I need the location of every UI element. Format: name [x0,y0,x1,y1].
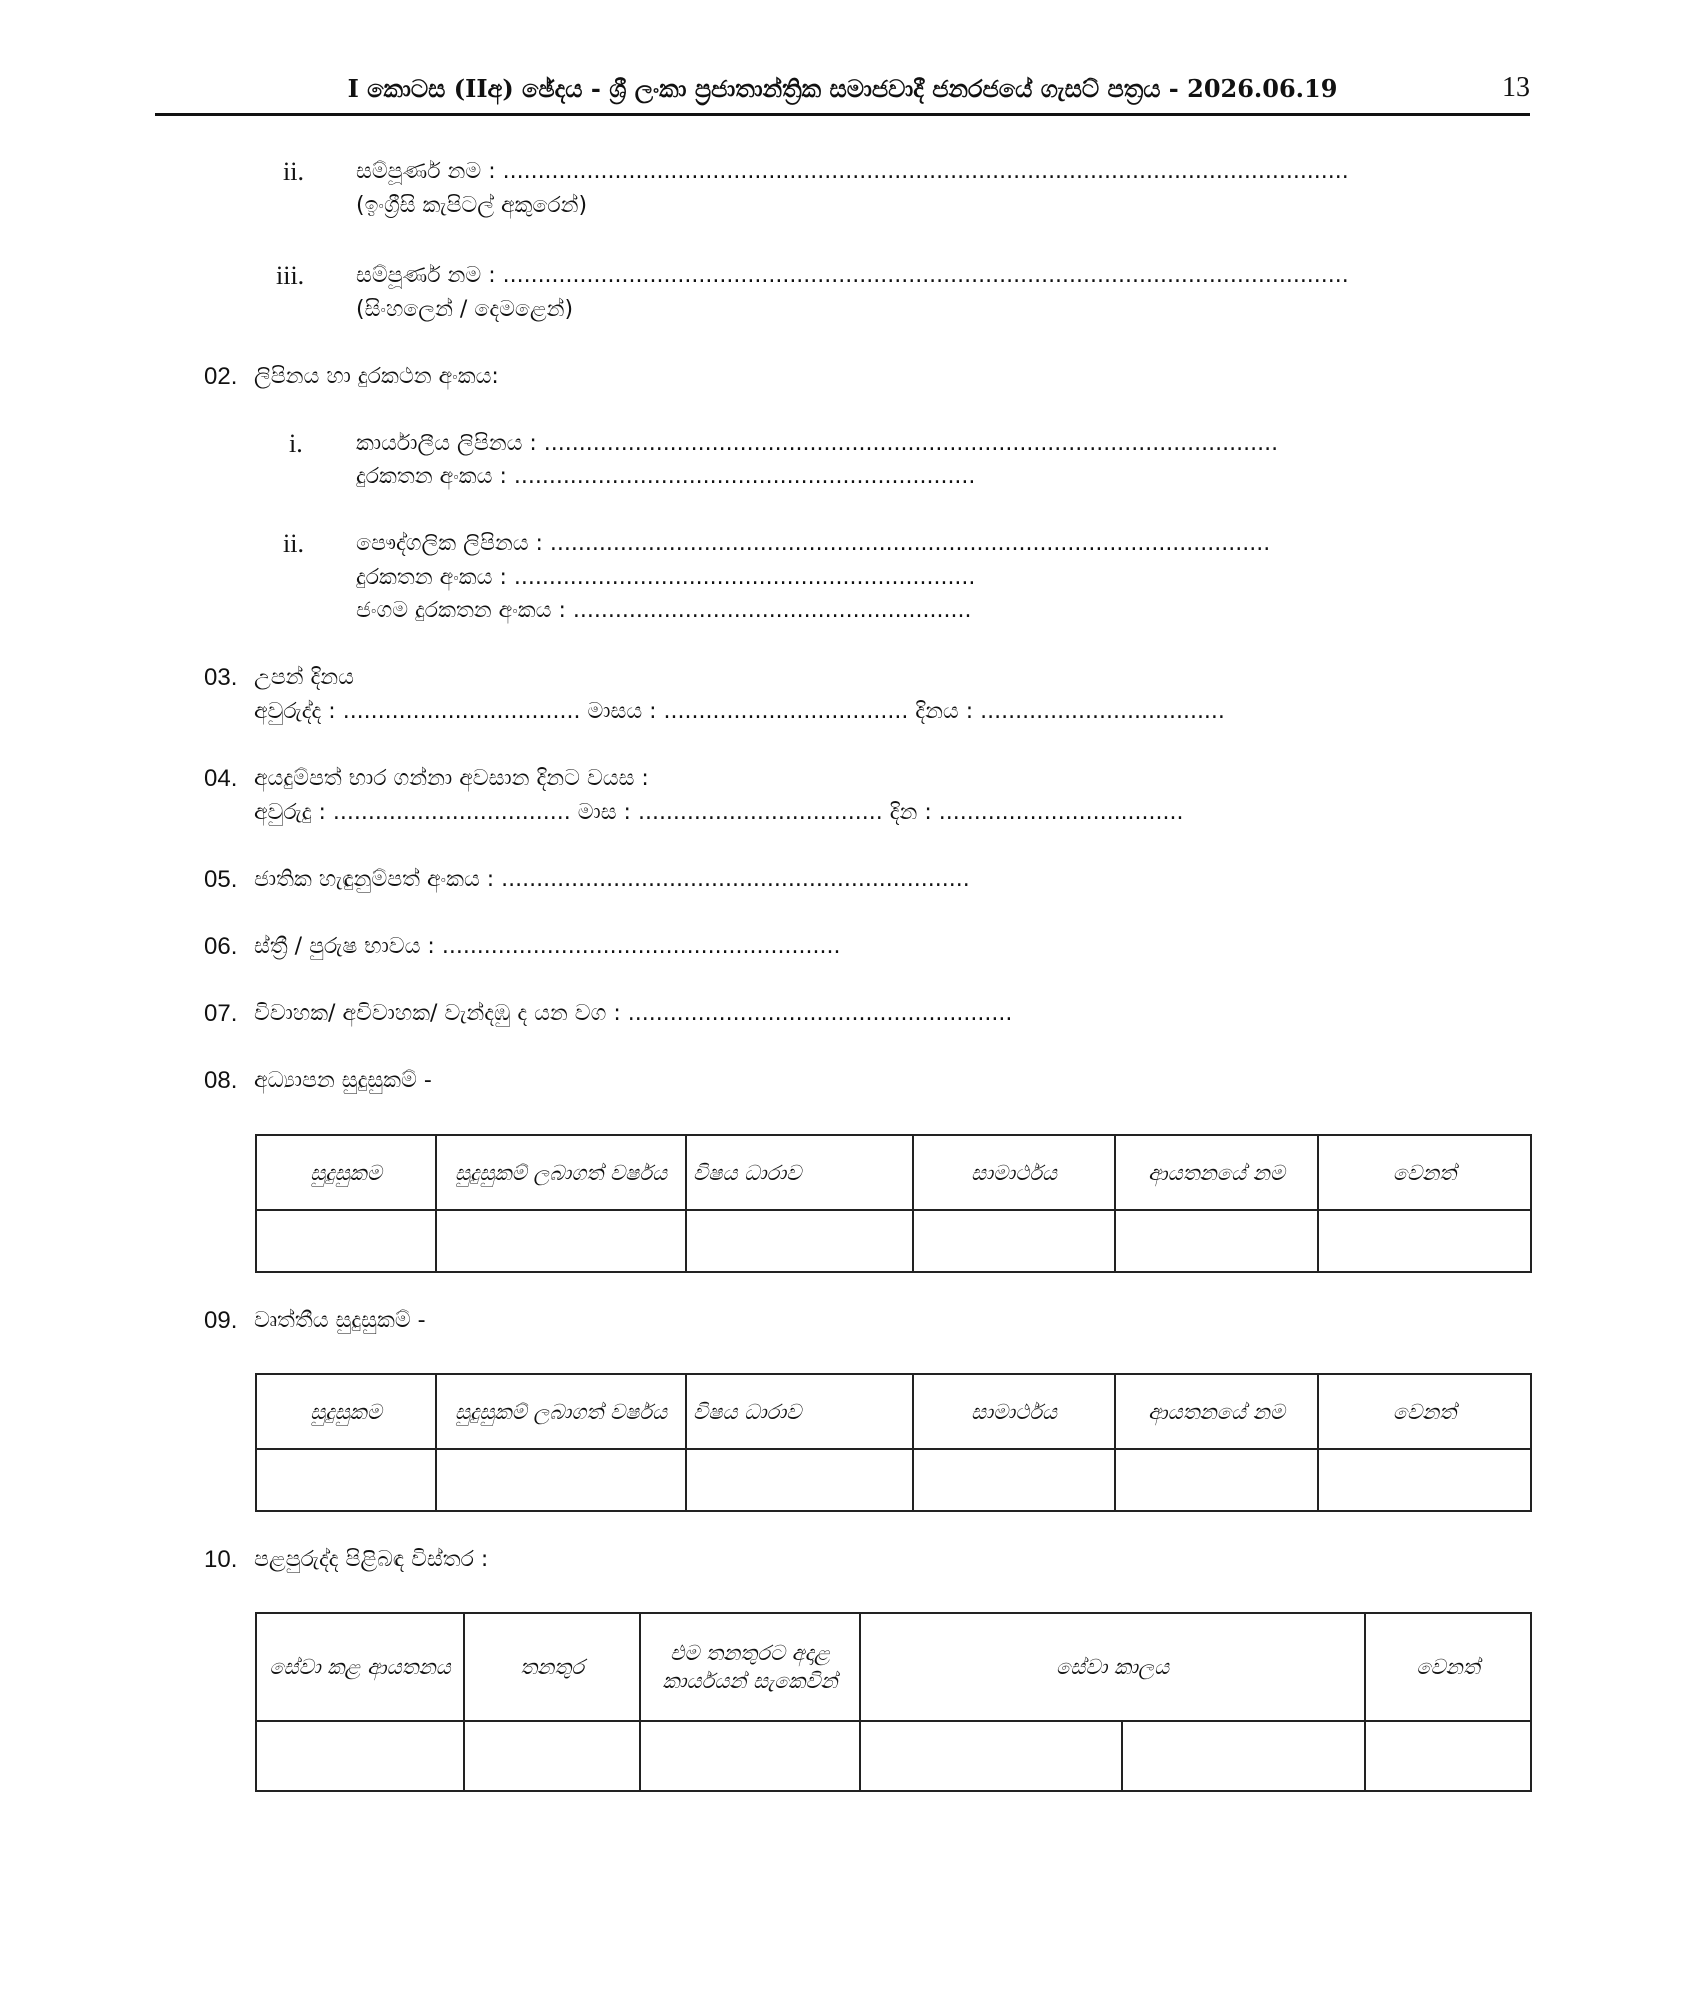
section-number-08: 08. [204,1067,238,1094]
header-service-period: සේවා කාලය [860,1613,1365,1721]
table-header-row [256,1613,1531,1721]
section-number-06: 06. [204,933,238,960]
table-cell[interactable] [256,1721,464,1791]
header-institute-name: ආයතනයේ නම [1115,1374,1318,1449]
section-number-05: 05. [204,866,238,893]
section-number-02: 02. [204,363,238,390]
table-cell[interactable] [1115,1449,1318,1511]
page-number: 13 [1502,72,1530,103]
item-marker-ii: ii. [283,157,304,186]
section-number-03: 03. [204,664,238,691]
table-cell[interactable] [256,1449,436,1511]
table-cell[interactable] [1122,1721,1365,1791]
full-name-english-field[interactable]: සම්පූර්ණ නම : ......................................................................................................................... [356,159,1349,184]
header-subject-stream: විෂය ධාරාව [686,1374,913,1449]
dob-field[interactable]: අවුරුද්ද : .................................. මාසය : ................................... දිනය : ................................... [254,699,1225,724]
nic-field[interactable]: ජාතික හැඳුනුම්පත් අංකය : ................................................................... [254,867,970,892]
header-other: වෙනත් [1318,1135,1531,1210]
address-heading: ලිපිනය හා දුරකථන අංකය: [254,364,499,389]
header-institute-name: ආයතනයේ නම [1115,1135,1318,1210]
office-phone-field[interactable]: දුරකතන අංකය : .................................................................. [356,464,976,489]
table-cell[interactable] [256,1210,436,1272]
item-marker-ii-address: ii. [283,529,304,558]
header-pass: සාමාර්ථය [913,1374,1115,1449]
mobile-phone-field[interactable]: ජංගම දුරකතන අංකය : ......................................................... [356,598,972,623]
section-number-09: 09. [204,1307,238,1334]
table-header-row [256,1374,1531,1449]
professional-table [255,1373,1532,1512]
personal-phone-field[interactable]: දුරකතන අංකය : .................................................................. [356,565,976,590]
dob-heading: උපන් දිනය [254,665,354,690]
full-name-sinhala-note: (සිංහලෙන් / දෙමළෙන්) [356,297,574,322]
header-pass: සාමාර්ථය [913,1135,1115,1210]
table-row [256,1721,1531,1791]
section-number-10: 10. [204,1546,238,1573]
section-number-07: 07. [204,1000,238,1027]
table-cell[interactable] [860,1721,1122,1791]
header-subject-stream: විෂය ධාරාව [686,1135,913,1210]
table-cell[interactable] [1318,1210,1531,1272]
header-year-obtained: සුදුසුකම් ලබාගත් වර්ෂය [436,1374,686,1449]
table-cell[interactable] [1115,1210,1318,1272]
experience-table [255,1612,1532,1792]
table-cell[interactable] [436,1210,686,1272]
header-other: වෙනත් [1365,1613,1531,1721]
table-row [256,1449,1531,1511]
header-qualification: සුදුසුකම [256,1374,436,1449]
marital-status-field[interactable]: විවාහක/ අවිවාහක/ වැන්දඹු ද යන වග : ....................................................... [254,1001,1013,1026]
header-year-obtained: සුදුසුකම් ලබාගත් වර්ෂය [436,1135,686,1210]
table-cell[interactable] [640,1721,860,1791]
header-institution-served: සේවා කළ ආයතනය [256,1613,464,1721]
table-cell[interactable] [913,1210,1115,1272]
table-cell[interactable] [1365,1721,1531,1791]
header-title: I කොටස (IIඅ) ඡේදය - ශ්‍රී ලංකා ප්‍රජාතාන්ත්‍රික සමාජවාදී ජනරජයේ ගැසට් පත්‍රය - 2026.06.19 [347,74,1338,103]
office-address-field[interactable]: කාර්යාලීය ලිපිනය : ......................................................................................................... [356,431,1279,456]
gazette-header [155,70,1530,116]
header-post: තනතුර [464,1613,640,1721]
full-name-sinhala-field[interactable]: සම්පූර්ණ නම : ......................................................................................................................... [356,263,1349,288]
gender-field[interactable]: ස්ත්‍රී / පුරුෂ භාවය : ......................................................... [254,934,841,959]
table-row [256,1210,1531,1272]
item-marker-i: i. [289,429,303,458]
header-duties-summary: එම තනතුරට අදාළ කාර්යයන් සැකෙවින් [640,1613,860,1721]
table-cell[interactable] [913,1449,1115,1511]
section-number-04: 04. [204,765,238,792]
table-cell[interactable] [436,1449,686,1511]
table-cell[interactable] [686,1449,913,1511]
table-cell[interactable] [464,1721,640,1791]
experience-heading: පළපුරුද්ද පිළිබඳ විස්තර : [254,1547,489,1572]
table-cell[interactable] [1318,1449,1531,1511]
education-table [255,1134,1532,1273]
professional-heading: වෘත්තීය සුදුසුකම් - [254,1308,426,1333]
education-heading: අධ්‍යාපන සුදුසුකම් - [254,1068,432,1093]
full-name-english-note: (ඉංග්‍රීසි කැපිටල් අකුරෙන්) [356,193,588,218]
table-header-row [256,1135,1531,1210]
table-cell[interactable] [686,1210,913,1272]
item-marker-iii: iii. [276,261,305,290]
header-qualification: සුදුසුකම [256,1135,436,1210]
header-other: වෙනත් [1318,1374,1531,1449]
personal-address-field[interactable]: පෞද්ගලික ලිපිනය : ....................................................................................................... [356,531,1271,556]
age-field[interactable]: අවුරුදු : .................................. මාස : ................................... දින : ................................... [254,800,1184,825]
age-heading: අයදුම්පත් භාර ගන්නා අවසාන දිනට වයස : [254,766,649,791]
